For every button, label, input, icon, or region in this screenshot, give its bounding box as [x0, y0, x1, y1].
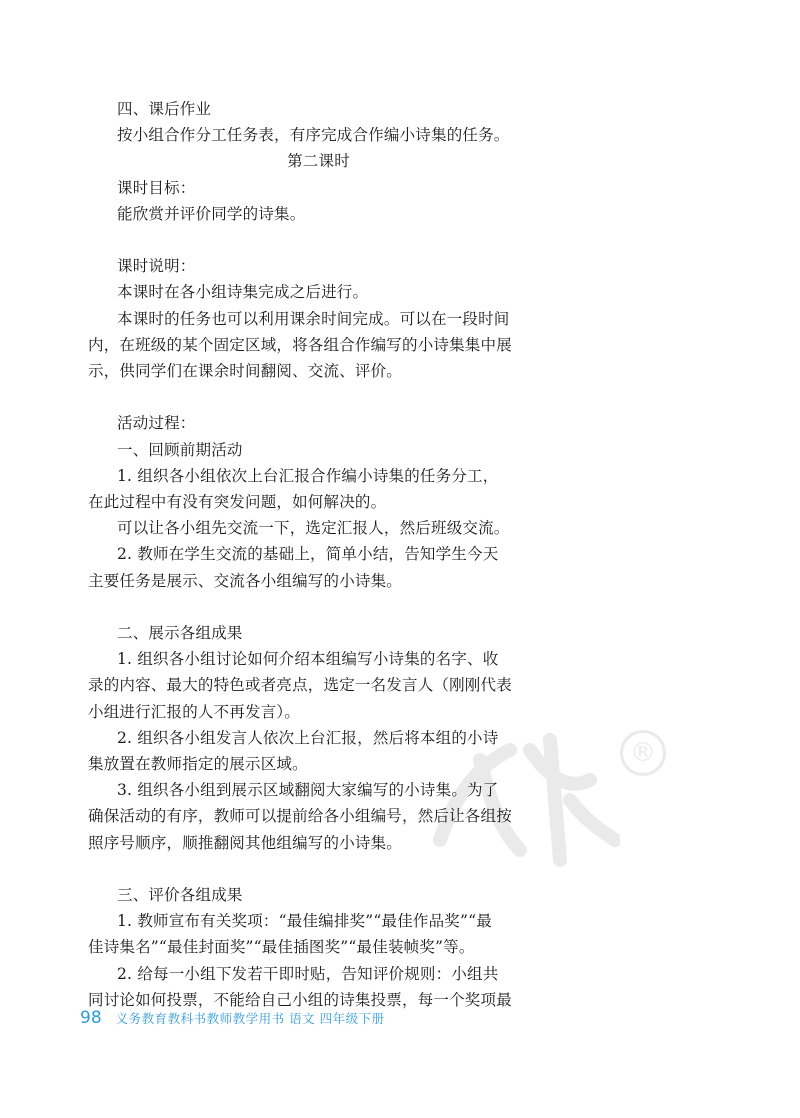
text-line: 2. 给每一小组下发若干即时贴，告知评价规则：小组共 [117, 964, 499, 983]
book-title: 义务教育教科书教师教学用书 语文 四年级下册 [115, 1011, 385, 1026]
text-line: 同讨论如何投票，不能给自己小组的诗集投票，每一个奖项最 [88, 990, 512, 1009]
page-footer [80, 1008, 385, 1032]
page-number: 98 [80, 1008, 102, 1028]
text-line: 课时目标： [117, 178, 196, 197]
text-line: 1. 组织各小组讨论如何介绍本组编写小诗集的名字、收 [117, 650, 499, 669]
text-line: 佳诗集名”“最佳封面奖”“最佳插图奖”“最佳装帧奖”等。 [88, 938, 475, 957]
text-line: 2. 组织各小组发言人依次上台汇报，然后将本组的小诗 [117, 728, 499, 747]
text-line: 录的内容、最大的特色或者亮点，选定一名发言人（刚刚代表 [88, 676, 512, 695]
text-line: 主要任务是展示、交流各小组编写的小诗集。 [88, 571, 403, 590]
text-line: 内，在班级的某个固定区域，将各组合作编写的小诗集集中展 [88, 335, 512, 354]
registered-mark-icon: ® [620, 730, 666, 776]
text-line: 确保活动的有序，教师可以提前给各小组编号，然后让各组按 [88, 807, 512, 826]
text-line: 照序号顺序，顺推翻阅其他组编写的小诗集。 [88, 833, 403, 852]
text-line: 小组进行汇报的人不再发言）。 [88, 702, 301, 721]
text-line: 按小组合作分工任务表，有序完成合作编小诗集的任务。 [117, 126, 510, 145]
text-line: 三、评价各组成果 [117, 886, 243, 905]
paragraph-spacer [88, 227, 520, 253]
text-line: 3. 组织各小组到展示区域翻阅大家编写的小诗集。为了 [117, 781, 499, 800]
body-text [88, 96, 520, 1013]
section-heading: 第二课时 [287, 152, 350, 171]
text-line: 课时说明： [117, 257, 196, 276]
text-line: 可以让各小组先交流一下，选定汇报人，然后班级交流。 [117, 519, 510, 538]
watermark-calligraphy-icon [420, 720, 620, 870]
paragraph-spacer [88, 384, 520, 410]
publisher-watermark [420, 720, 680, 870]
text-line: 能欣赏并评价同学的诗集。 [117, 204, 306, 223]
text-line: 示，供同学们在课余时间翻阅、交流、评价。 [88, 362, 403, 381]
paragraph-spacer [88, 594, 520, 620]
text-line: 在此过程中有没有突发问题，如何解决的。 [88, 493, 387, 512]
text-line: 二、展示各组成果 [117, 624, 243, 643]
text-line: 四、课后作业 [117, 100, 212, 118]
text-line: 活动过程： [117, 414, 196, 433]
text-line: 本课时的任务也可以利用课余时间完成。可以在一段时间 [117, 309, 510, 328]
text-line: 1. 组织各小组依次上台汇报合作编小诗集的任务分工， [117, 466, 499, 485]
text-line: 2. 教师在学生交流的基础上，简单小结，告知学生今天 [117, 545, 499, 564]
text-line: 一、回顾前期活动 [117, 440, 243, 459]
text-line: 集放置在教师指定的展示区域。 [88, 755, 308, 774]
text-line: 1. 教师宣布有关奖项：“最佳编排奖”“最佳作品奖”“最 [117, 912, 492, 931]
text-line: 本课时在各小组诗集完成之后进行。 [117, 283, 369, 302]
